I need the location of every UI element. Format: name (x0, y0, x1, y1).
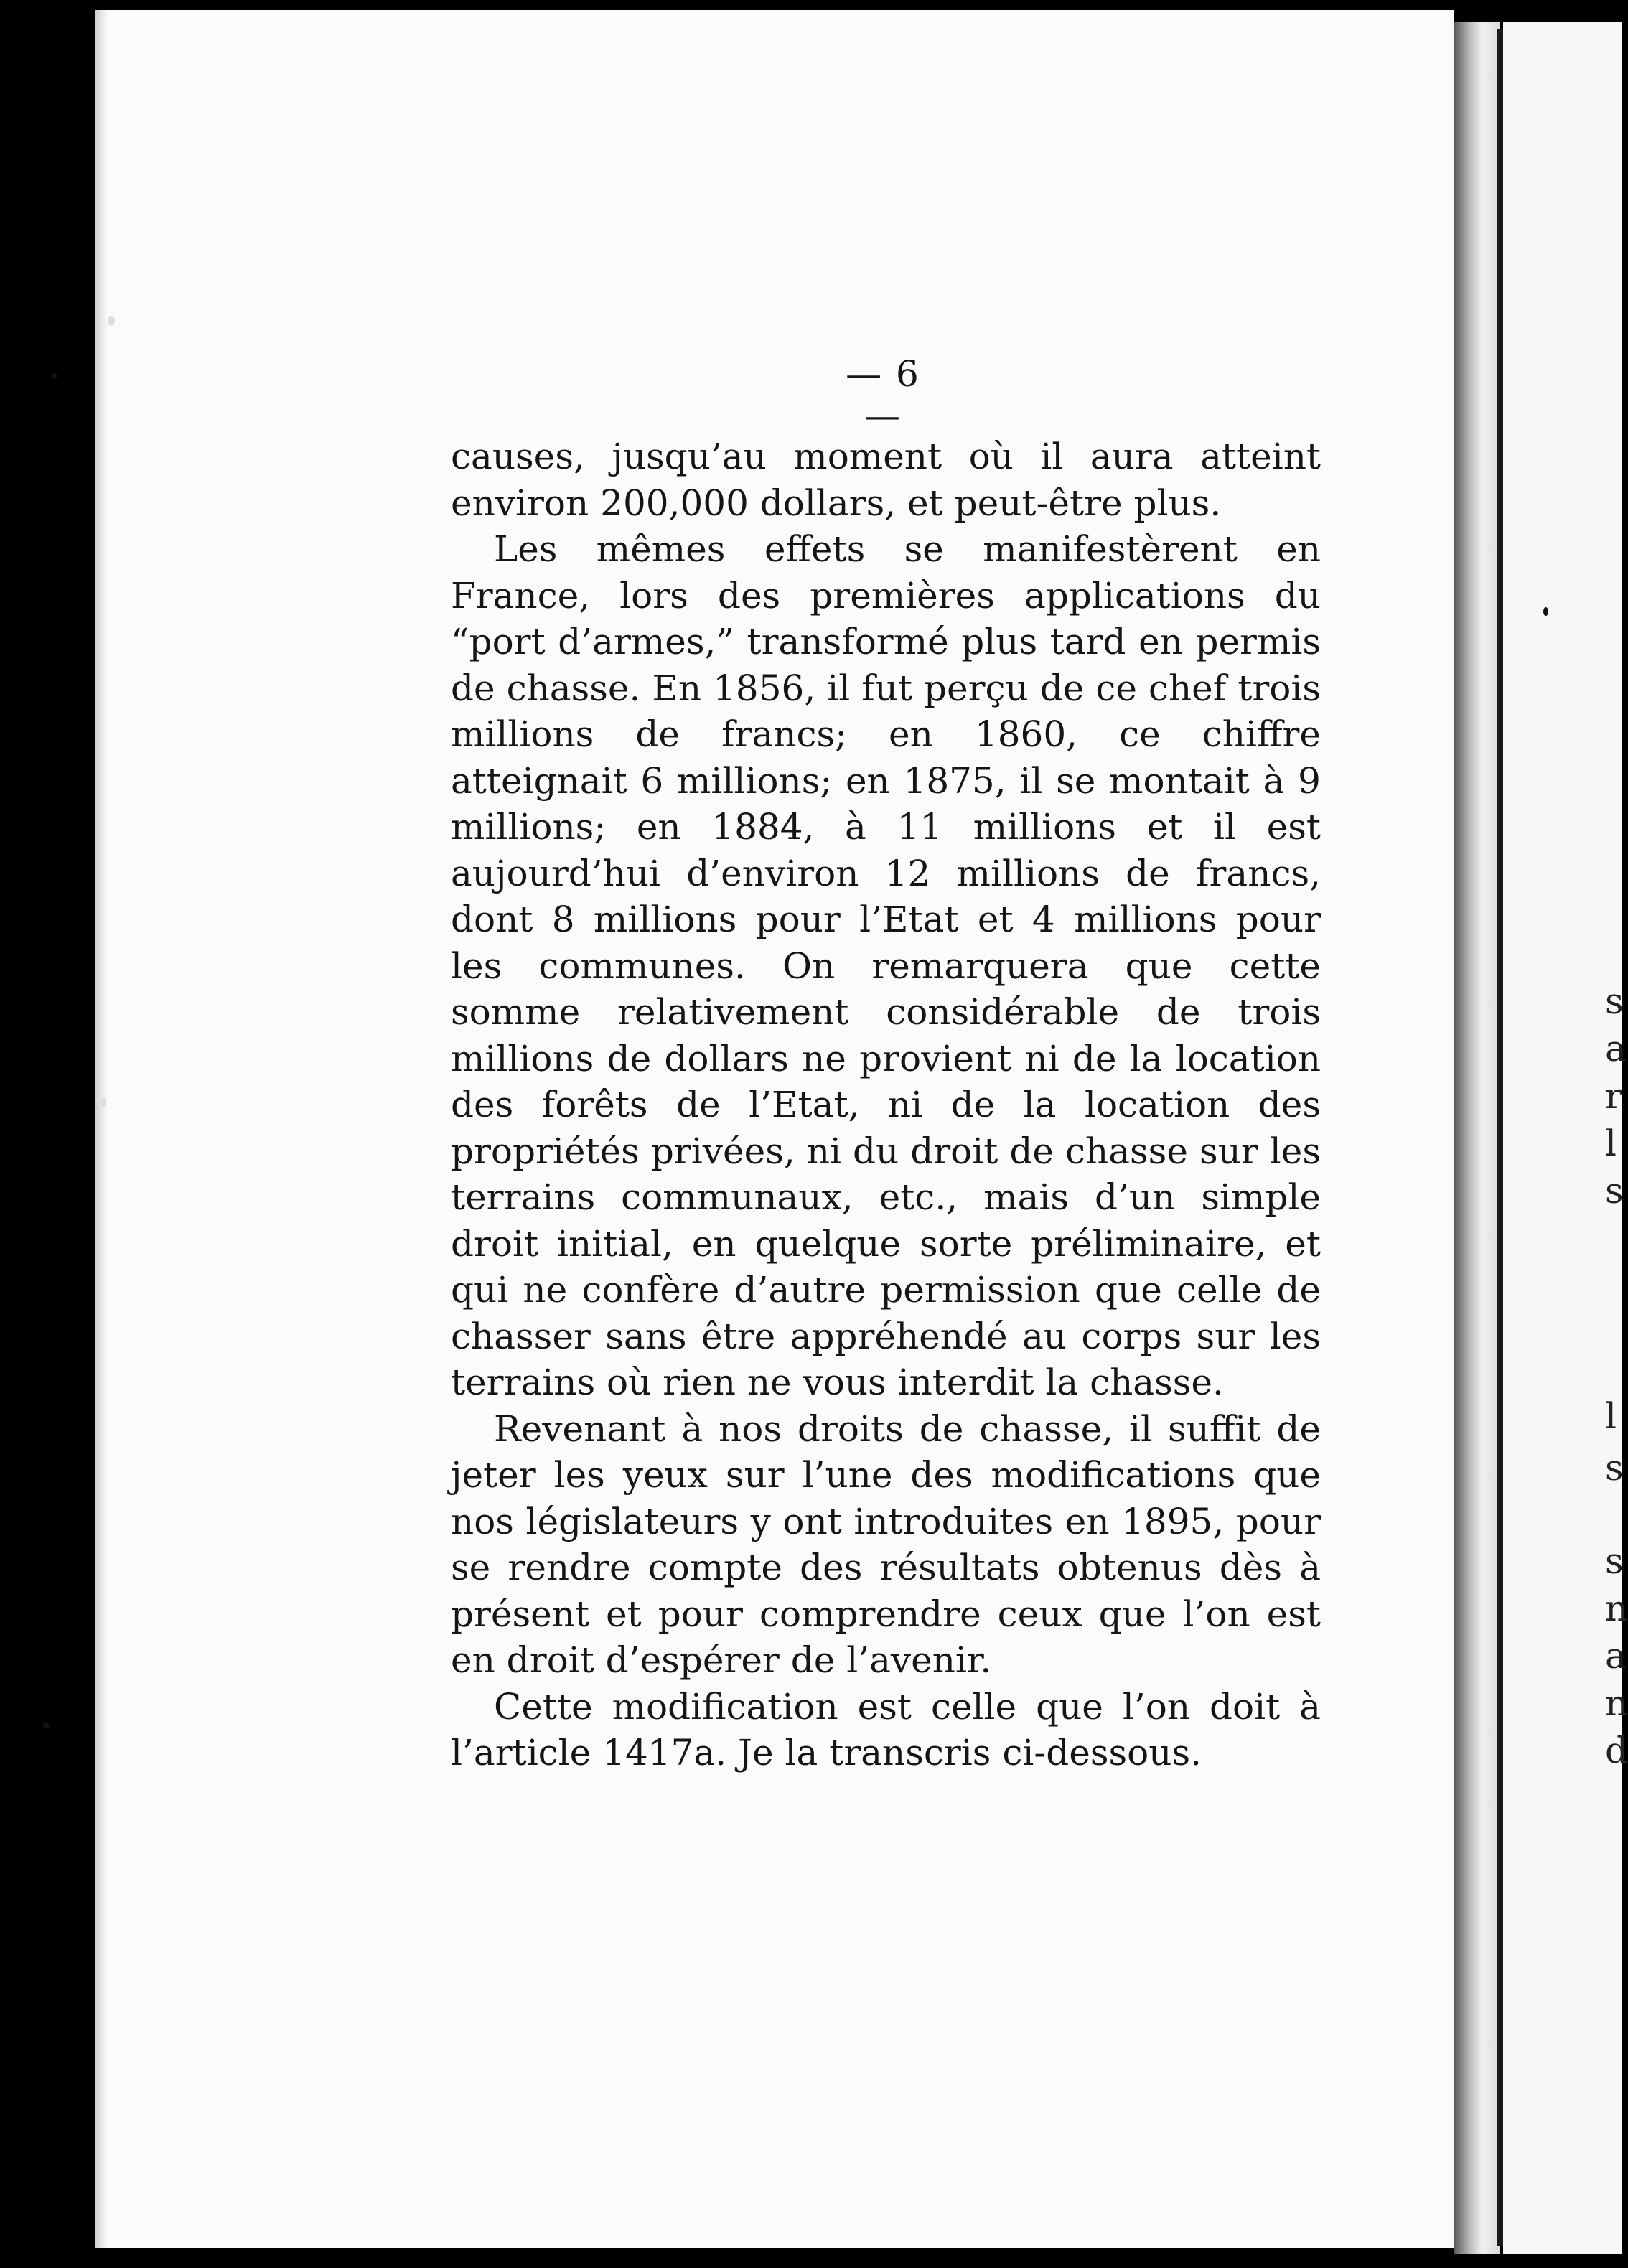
paragraph: Revenant à nos droits de chasse, il suffit de jeter les yeux sur l’une des modifications que nos législateurs y ont introduites en 1895, pour se rendre compte des résultats obtenus dès à présent et pour comprendre ceux que l’on est en droit d’espérer de l’avenir. (451, 1407, 1321, 1681)
scan-speck (100, 1098, 106, 1107)
scan-speck (1543, 607, 1548, 616)
facing-page-glyph: s (1605, 1540, 1624, 1582)
scan-speck (43, 1723, 50, 1729)
facing-page-glyph: s (1605, 1447, 1624, 1489)
paragraph: Cette modification est celle que l’on doit à l’article 1417a. Je la transcris ci-dessous. (451, 1685, 1321, 1773)
facing-page-glyph: a (1605, 1635, 1627, 1677)
facing-page-glyph: a (1605, 1028, 1627, 1069)
page-edge-shadow (95, 10, 108, 2248)
paragraph: Les mêmes effets se manifestèrent en France, lors des premières applications du “port d’armes,” transformé plus tard en permis de chasse. En 1856, il fut perçu de ce chef trois millions de francs; en 1860, ce chiffre atteignait 6 millions; en 1875, il se montait à 9 millions; en 1884, à 11 millions et il est aujourd’hui d’environ 12 millions de francs, dont 8 millions pour l’Etat et 4 millions pour les communes. On remarquera que cette somme relativement considérable de trois millions de dollars ne provient ni de la location des forêts de l’Etat, ni de la location des propriétés privées, ni du droit de chasse sur les terrains communaux, etc., mais d’un simple droit initial, en quelque sorte préliminaire, et qui ne confère d’autre permission que celle de chasser sans être appréhendé au corps sur les terrains où rien ne vous interdit la chasse. (451, 528, 1321, 1403)
facing-page-glyph: n (1605, 1588, 1628, 1629)
facing-page-glyph: l (1605, 1395, 1617, 1437)
facing-page-glyph: d (1605, 1730, 1628, 1771)
facing-page-glyph: r (1605, 1075, 1622, 1117)
facing-page-glyph: s (1605, 1170, 1624, 1212)
facing-page-glyph: n (1605, 1682, 1628, 1724)
paragraph: causes, jusqu’au moment où il aura atteint environ 200,000 dollars, et peut-être plus. (451, 436, 1321, 524)
scan-speck (108, 316, 115, 326)
gutter-edge (1497, 29, 1503, 2246)
body-text (451, 434, 1321, 1776)
book-gutter (1454, 22, 1500, 2254)
facing-page-glyph: l (1605, 1123, 1617, 1164)
facing-page-glyph: s (1605, 980, 1624, 1022)
scan-speck (52, 373, 57, 379)
page-number: — 6 — (846, 353, 920, 436)
